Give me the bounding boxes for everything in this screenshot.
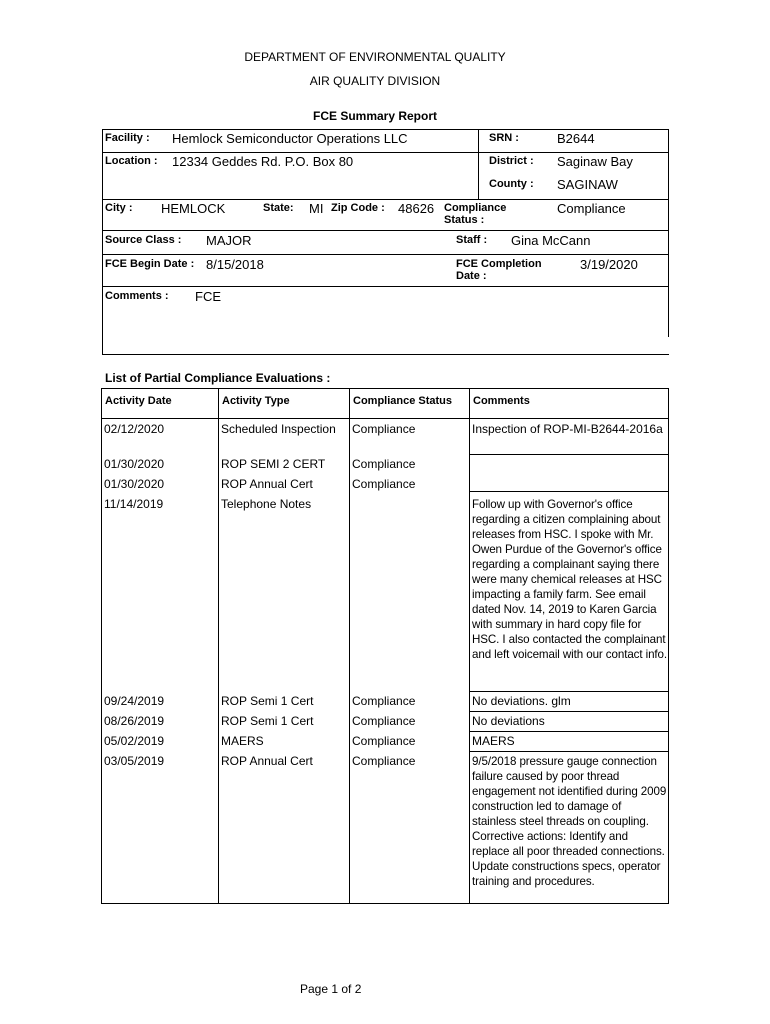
staff-value: Gina McCann [511, 233, 591, 248]
activity-comments: 9/5/2018 pressure gauge connection failure caused by poor thread engagement not identified during 2009 construction led to damage of stainless steel threads on coupling. Corrective actions: Identify and replace all poor threaded connections. Update constructions specs, operator training and procedures. [472, 755, 667, 888]
activity-date: 11/14/2019 [104, 497, 164, 511]
activity-comments: No deviations. glm [472, 694, 571, 708]
page-number: Page 1 of 2 [300, 982, 362, 996]
compliance-status: Compliance [352, 422, 416, 436]
column-header-activity-date: Activity Date [105, 395, 172, 407]
activity-date: 01/30/2020 [104, 457, 165, 471]
activity-date: 09/24/2019 [104, 694, 165, 708]
column-header-activity-type: Activity Type [222, 395, 290, 407]
county-value: SAGINAW [557, 177, 618, 192]
source-class-value: MAJOR [206, 233, 252, 248]
activity-type: Scheduled Inspection [221, 422, 336, 436]
compliance-status-label-1: Compliance [444, 202, 507, 214]
compliance-status: Compliance [352, 694, 416, 708]
activity-date: 02/12/2020 [104, 422, 165, 436]
activity-comments: Inspection of ROP-MI-B2644-2016a [472, 422, 663, 436]
activity-date: 01/30/2020 [104, 477, 165, 491]
fce-begin-label: FCE Begin Date : [105, 258, 195, 270]
state-label: State: [263, 202, 294, 214]
activity-type: ROP Semi 1 Cert [221, 694, 314, 708]
location-label: Location : [105, 155, 158, 167]
srn-value: B2644 [557, 131, 595, 146]
column-header-comments: Comments [473, 395, 530, 407]
fce-completion-label-2: Date : [456, 270, 487, 282]
district-value: Saginaw Bay [557, 154, 633, 169]
fce-begin-value: 8/15/2018 [206, 257, 264, 272]
compliance-status: Compliance [352, 477, 416, 491]
facility-label: Facility : [105, 132, 150, 144]
source-class-label: Source Class : [105, 234, 182, 246]
compliance-status: Compliance [352, 734, 416, 748]
division-heading: AIR QUALITY DIVISION [309, 74, 441, 88]
activity-date: 08/26/2019 [104, 714, 165, 728]
activity-type: ROP Semi 1 Cert [221, 714, 314, 728]
activity-type: MAERS [221, 734, 264, 748]
comments-value: FCE [195, 289, 221, 304]
column-header-compliance-status: Compliance Status [353, 395, 453, 407]
state-value: MI [309, 201, 324, 216]
fce-completion-value: 3/19/2020 [580, 257, 638, 272]
activity-type: ROP SEMI 2 CERT [221, 457, 326, 471]
activity-type: ROP Annual Cert [221, 754, 313, 768]
compliance-status-label-2: Status : [444, 214, 485, 226]
activity-date: 03/05/2019 [104, 754, 165, 768]
fce-completion-label-1: FCE Completion [456, 258, 542, 270]
compliance-status: Compliance [352, 754, 416, 768]
activity-comments: MAERS [472, 734, 515, 748]
location-value: 12334 Geddes Rd. P.O. Box 80 [172, 154, 354, 169]
compliance-status: Compliance [352, 457, 416, 471]
facility-value: Hemlock Semiconductor Operations LLC [172, 131, 408, 146]
department-heading: DEPARTMENT OF ENVIRONMENTAL QUALITY [244, 50, 506, 64]
activity-date: 05/02/2019 [104, 734, 165, 748]
city-label: City : [105, 202, 133, 214]
activity-type: Telephone Notes [221, 497, 312, 511]
city-value: HEMLOCK [161, 201, 226, 216]
activity-comments: Follow up with Governor's office regarding a citizen complaining about releases from HSC. I spoke with Mr. Owen Purdue of the Governor's office regarding a complainant saying there were many chemical releases at HSC impacting a family farm. See email dated Nov. 14, 2019 to Karen Garcia with summary in hard copy file for HSC. I also contacted the complainant and left voicemail with our contact info. [472, 498, 668, 661]
comments-label: Comments : [105, 290, 169, 302]
activity-type: ROP Annual Cert [221, 477, 313, 491]
zip-value: 48626 [398, 201, 435, 216]
pce-list-title: List of Partial Compliance Evaluations : [105, 371, 331, 385]
staff-label: Staff : [456, 234, 488, 246]
activity-comments: No deviations [472, 714, 545, 728]
report-title: FCE Summary Report [312, 109, 438, 123]
county-label: County : [489, 178, 534, 190]
zip-label: Zip Code : [331, 202, 385, 214]
compliance-status-value: Compliance [557, 201, 626, 216]
compliance-status: Compliance [352, 714, 416, 728]
srn-label: SRN : [489, 132, 519, 144]
district-label: District : [489, 155, 534, 167]
